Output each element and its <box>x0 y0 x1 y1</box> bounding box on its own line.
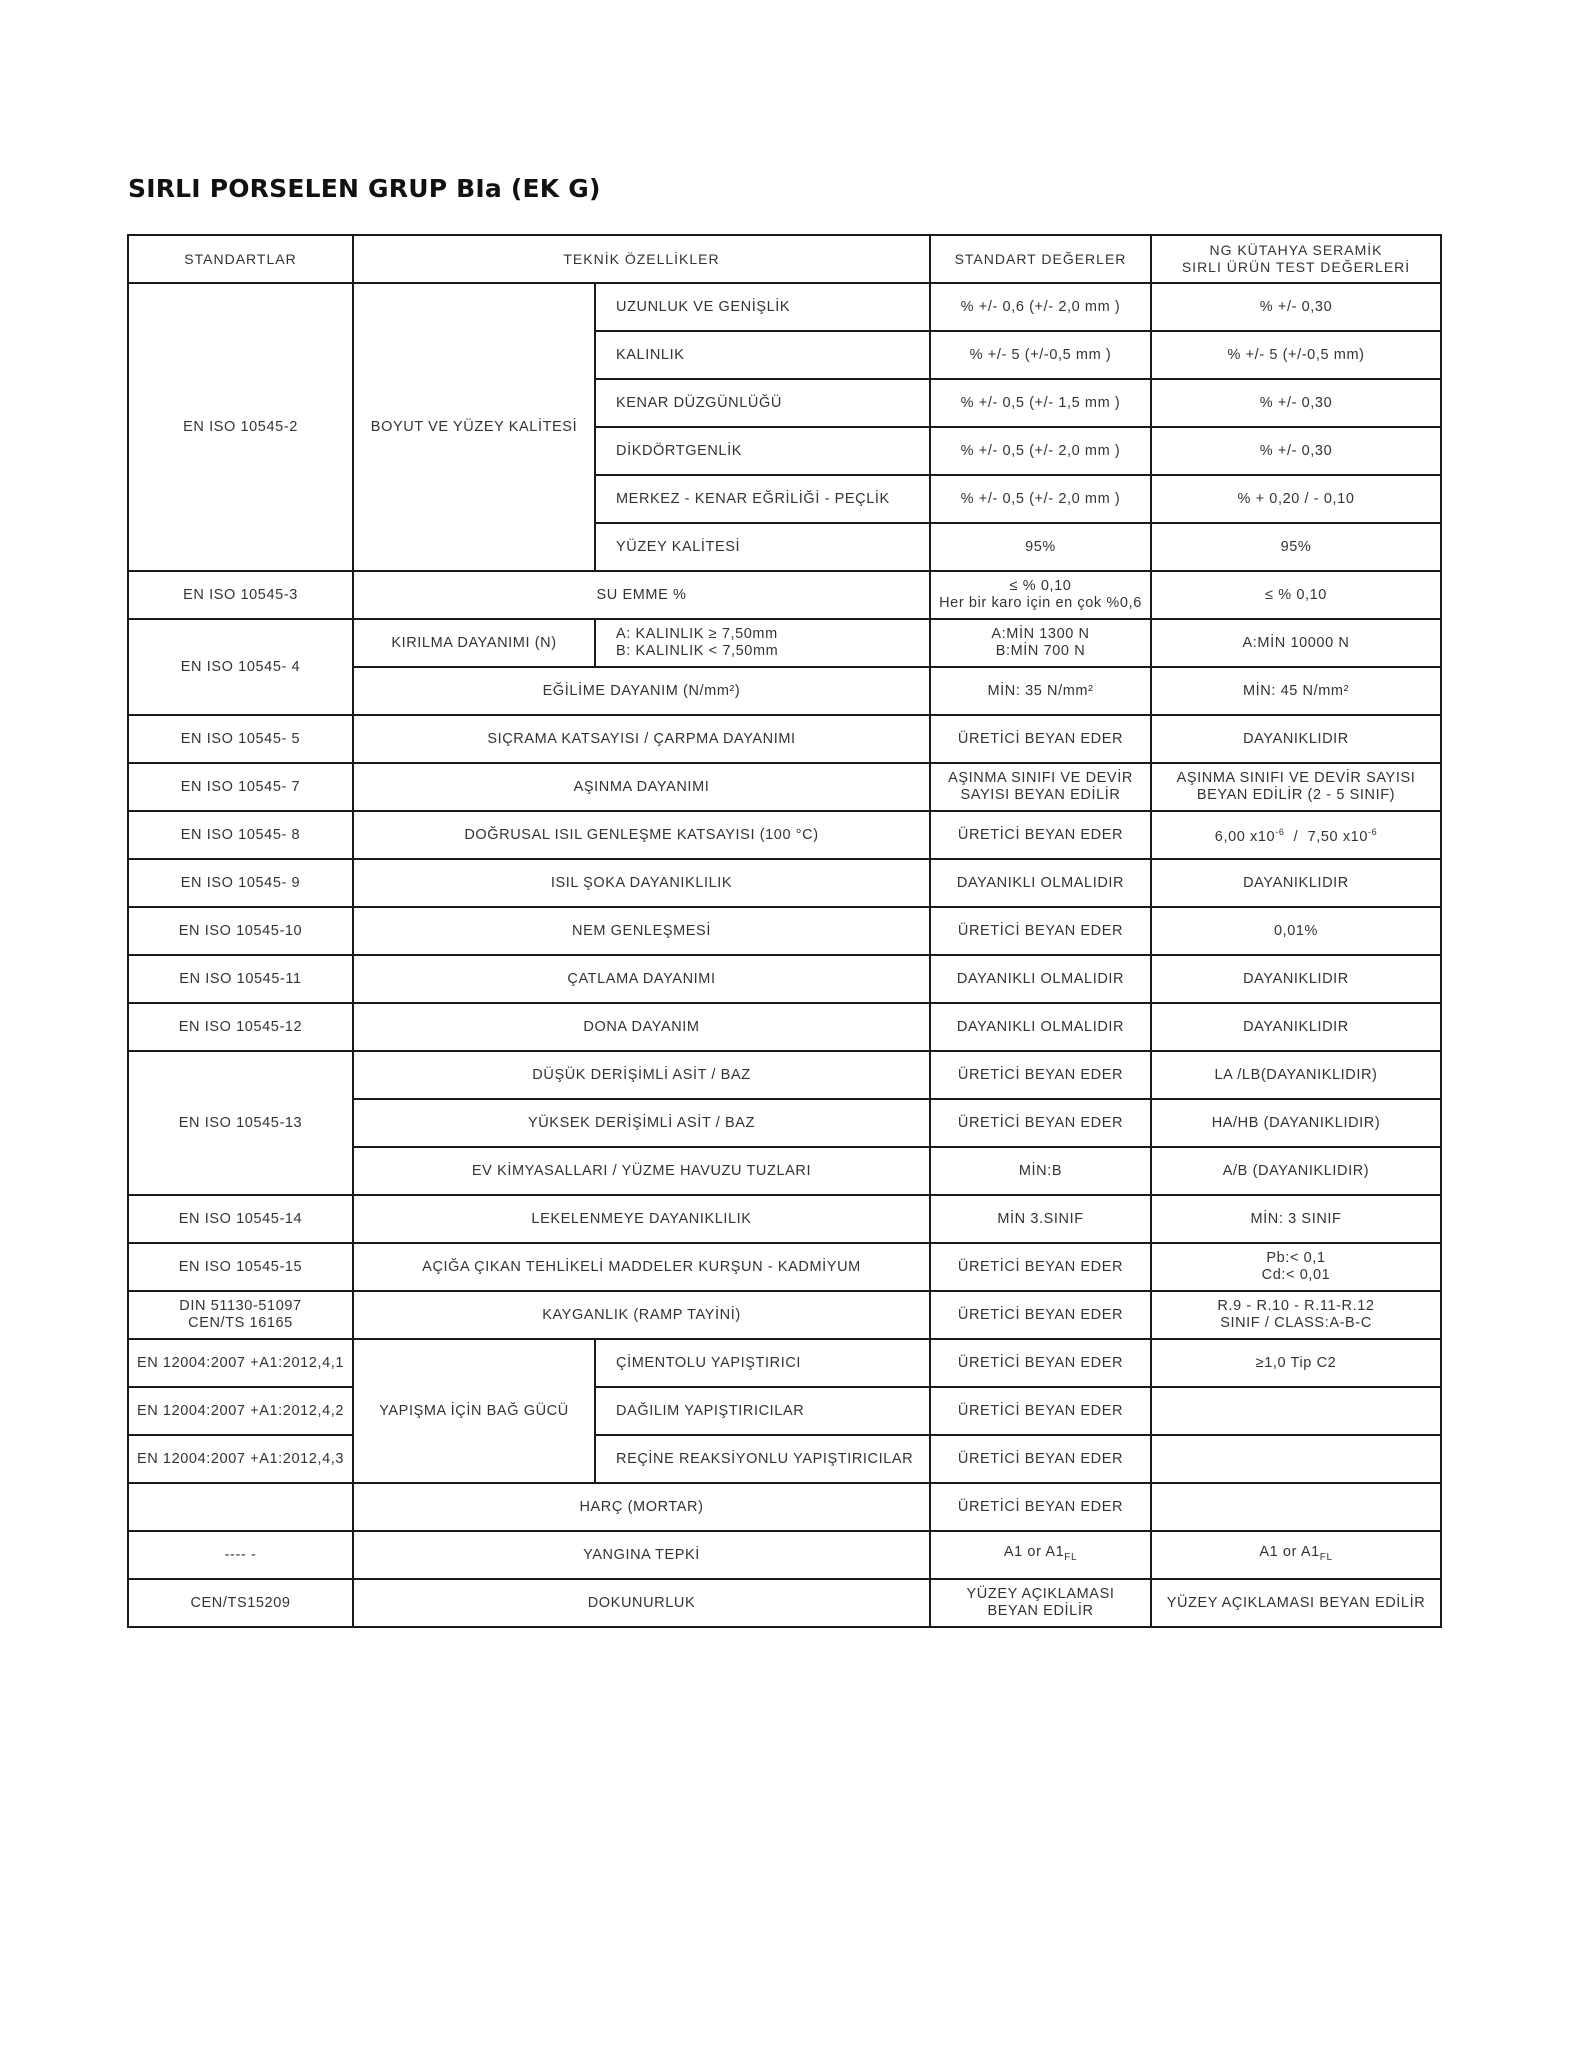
property-cell: KALINLIK <box>595 331 930 379</box>
thickness-line: B: KALINLIK < 7,50mm <box>616 643 779 659</box>
test-value-cell <box>1151 1483 1441 1531</box>
standard-cell: EN ISO 10545- 9 <box>128 859 353 907</box>
property-cell: ÇATLAMA DAYANIMI <box>353 955 930 1003</box>
standard-value-cell <box>930 571 1151 619</box>
specification-table <box>127 234 1442 1628</box>
fire-class-subscript: FL <box>1319 1551 1333 1563</box>
standard-cell: EN ISO 10545-13 <box>128 1051 353 1195</box>
property-cell: DİKDÖRTGENLİK <box>595 427 930 475</box>
test-value-cell <box>1151 1243 1441 1291</box>
property-cell: AÇIĞA ÇIKAN TEHLİKELİ MADDELER KURŞUN - KADMİYUM <box>353 1243 930 1291</box>
standard-value-cell: ÜRETİCİ BEYAN EDER <box>930 1339 1151 1387</box>
test-value-line: R.9 - R.10 - R.11-R.12 <box>1217 1298 1375 1314</box>
category-cell: BOYUT VE YÜZEY KALİTESİ <box>353 283 595 571</box>
standard-cell: EN ISO 10545-15 <box>128 1243 353 1291</box>
property-cell: YANGINA TEPKİ <box>353 1531 930 1579</box>
property-cell: DÜŞÜK DERİŞİMLİ ASİT / BAZ <box>353 1051 930 1099</box>
test-value-cell: HA/HB (DAYANIKLIDIR) <box>1151 1099 1441 1147</box>
standard-cell: EN ISO 10545- 4 <box>128 619 353 715</box>
standard-value-cell: DAYANIKLI OLMALIDIR <box>930 1003 1151 1051</box>
standard-cell: EN ISO 10545-14 <box>128 1195 353 1243</box>
standard-value-cell: MİN:B <box>930 1147 1151 1195</box>
test-value-cell <box>1151 1387 1441 1435</box>
standard-value-cell: % +/- 0,6 (+/- 2,0 mm ) <box>930 283 1151 331</box>
standard-value-cell: % +/- 0,5 (+/- 2,0 mm ) <box>930 427 1151 475</box>
standard-value-cell <box>930 1579 1151 1627</box>
property-cell: SIÇRAMA KATSAYISI / ÇARPMA DAYANIMI <box>353 715 930 763</box>
table-row <box>128 571 1441 619</box>
expansion-value: 6,00 x10 <box>1214 828 1276 845</box>
header-test-values-line1: NG KÜTAHYA SERAMİK <box>1209 242 1383 258</box>
property-cell: HARÇ (MORTAR) <box>353 1483 930 1531</box>
standard-value-cell: ÜRETİCİ BEYAN EDER <box>930 907 1151 955</box>
test-value-cell: 0,01% <box>1151 907 1441 955</box>
standard-value-cell: ÜRETİCİ BEYAN EDER <box>930 1435 1151 1483</box>
test-value-cell: A/B (DAYANIKLIDIR) <box>1151 1147 1441 1195</box>
property-cell: YÜKSEK DERİŞİMLİ ASİT / BAZ <box>353 1099 930 1147</box>
fire-class: A1 or A1 <box>1003 1544 1065 1561</box>
test-value-line: SINIF / CLASS:A-B-C <box>1220 1315 1372 1331</box>
thickness-cell <box>595 619 930 667</box>
property-cell: DONA DAYANIM <box>353 1003 930 1051</box>
header-test-values <box>1151 235 1441 283</box>
fire-class-subscript: FL <box>1064 1551 1078 1563</box>
standard-cell: EN ISO 10545- 7 <box>128 763 353 811</box>
property-cell: NEM GENLEŞMESİ <box>353 907 930 955</box>
table-row <box>128 1003 1441 1051</box>
table-row <box>128 1483 1441 1531</box>
header-test-values-line2: SIRLI ÜRÜN TEST DEĞERLERİ <box>1181 259 1411 275</box>
property-cell: KAYGANLIK (RAMP TAYİNİ) <box>353 1291 930 1339</box>
test-value-cell: YÜZEY AÇIKLAMASI BEYAN EDİLİR <box>1151 1579 1441 1627</box>
expansion-value: / 7,50 x10 <box>1284 828 1368 845</box>
standard-value-cell: ÜRETİCİ BEYAN EDER <box>930 1243 1151 1291</box>
property-cell: MERKEZ - KENAR EĞRİLİĞİ - PEÇLİK <box>595 475 930 523</box>
standard-cell: EN 12004:2007 +A1:2012,4,3 <box>128 1435 353 1483</box>
standard-value-cell: ÜRETİCİ BEYAN EDER <box>930 811 1151 859</box>
test-value-cell <box>1151 1291 1441 1339</box>
standard-value-cell: AŞINMA SINIFI VE DEVİR SAYISI BEYAN EDİLİR <box>930 763 1151 811</box>
test-value-cell: DAYANIKLIDIR <box>1151 715 1441 763</box>
test-value-cell: % +/- 0,30 <box>1151 379 1441 427</box>
test-value-cell: % + 0,20 / - 0,10 <box>1151 475 1441 523</box>
standard-line: DIN 51130-51097 <box>179 1298 302 1314</box>
table-row <box>128 1531 1441 1579</box>
test-value-cell: % +/- 5 (+/-0,5 mm) <box>1151 331 1441 379</box>
property-cell: KENAR DÜZGÜNLÜĞÜ <box>595 379 930 427</box>
property-cell: ÇİMENTOLU YAPIŞTIRICI <box>595 1339 930 1387</box>
table-row <box>128 907 1441 955</box>
category-cell: YAPIŞMA İÇİN BAĞ GÜCÜ <box>353 1339 595 1483</box>
standard-value-cell: ÜRETİCİ BEYAN EDER <box>930 1051 1151 1099</box>
standard-value-cell: MİN 3.SINIF <box>930 1195 1151 1243</box>
property-cell: EV KİMYASALLARI / YÜZME HAVUZU TUZLARI <box>353 1147 930 1195</box>
property-cell: YÜZEY KALİTESİ <box>595 523 930 571</box>
standard-cell: EN 12004:2007 +A1:2012,4,2 <box>128 1387 353 1435</box>
standard-cell: CEN/TS15209 <box>128 1579 353 1627</box>
header-standard-values: STANDART DEĞERLER <box>930 235 1151 283</box>
standard-value-cell <box>930 1531 1151 1579</box>
test-value-cell: ≤ % 0,10 <box>1151 571 1441 619</box>
standard-cell: EN ISO 10545-12 <box>128 1003 353 1051</box>
header-row <box>128 235 1441 283</box>
standard-cell <box>128 1291 353 1339</box>
bending-label-cell: EĞİLİME DAYANIM (N/mm²) <box>353 667 930 715</box>
standard-cell: EN 12004:2007 +A1:2012,4,1 <box>128 1339 353 1387</box>
standard-value-line: A:MİN 1300 N <box>991 626 1090 642</box>
standard-value-cell: MİN: 35 N/mm² <box>930 667 1151 715</box>
expansion-exponent: -6 <box>1368 827 1378 838</box>
standard-cell: ---- - <box>128 1531 353 1579</box>
standard-cell: EN ISO 10545- 5 <box>128 715 353 763</box>
standard-cell: EN ISO 10545-2 <box>128 283 353 571</box>
standard-value-cell: % +/- 5 (+/-0,5 mm ) <box>930 331 1151 379</box>
property-cell: DOKUNURLUK <box>353 1579 930 1627</box>
test-value-cell: DAYANIKLIDIR <box>1151 1003 1441 1051</box>
page-title: SIRLI PORSELEN GRUP BIa (EK G) <box>128 174 601 203</box>
standard-cell: EN ISO 10545-11 <box>128 955 353 1003</box>
expansion-exponent: -6 <box>1275 827 1285 838</box>
table-row <box>128 1291 1441 1339</box>
test-value-cell: 95% <box>1151 523 1441 571</box>
table-row <box>128 1339 1441 1387</box>
standard-value-cell: % +/- 0,5 (+/- 2,0 mm ) <box>930 475 1151 523</box>
test-value-cell: MİN: 45 N/mm² <box>1151 667 1441 715</box>
table-row <box>128 1051 1441 1099</box>
thickness-line: A: KALINLIK ≥ 7,50mm <box>616 626 778 642</box>
standard-value-cell: DAYANIKLI OLMALIDIR <box>930 955 1151 1003</box>
property-cell: REÇİNE REAKSİYONLU YAPIŞTIRICILAR <box>595 1435 930 1483</box>
standard-cell: EN ISO 10545-3 <box>128 571 353 619</box>
standard-value-line: ≤ % 0,10 <box>1009 578 1072 594</box>
table-row <box>128 619 1441 667</box>
test-value-cell: AŞINMA SINIFI VE DEVİR SAYISI BEYAN EDİLİR (2 - 5 SINIF) <box>1151 763 1441 811</box>
test-value-cell: % +/- 0,30 <box>1151 427 1441 475</box>
property-cell: UZUNLUK VE GENİŞLİK <box>595 283 930 331</box>
test-value-cell: DAYANIKLIDIR <box>1151 955 1441 1003</box>
table-row <box>128 1195 1441 1243</box>
table-row <box>128 1243 1441 1291</box>
breaking-label-cell: KIRILMA DAYANIMI (N) <box>353 619 595 667</box>
test-value-line: Pb:< 0,1 <box>1266 1250 1326 1266</box>
table-row <box>128 859 1441 907</box>
standard-value-line: Her bir karo için en çok %0,6 <box>939 595 1142 611</box>
standard-value-cell: ÜRETİCİ BEYAN EDER <box>930 1099 1151 1147</box>
table-row <box>128 811 1441 859</box>
standard-cell: EN ISO 10545- 8 <box>128 811 353 859</box>
standard-value-cell: ÜRETİCİ BEYAN EDER <box>930 1483 1151 1531</box>
test-value-cell <box>1151 811 1441 859</box>
standard-value-line: YÜZEY AÇIKLAMASI <box>966 1586 1115 1602</box>
property-cell: AŞINMA DAYANIMI <box>353 763 930 811</box>
property-cell: DOĞRUSAL ISIL GENLEŞME KATSAYISI (100 °C) <box>353 811 930 859</box>
fire-class: A1 or A1 <box>1259 1544 1320 1561</box>
test-value-cell: MİN: 3 SINIF <box>1151 1195 1441 1243</box>
standard-value-cell <box>930 619 1151 667</box>
test-value-line: Cd:< 0,01 <box>1261 1267 1331 1283</box>
property-cell: ISIL ŞOKA DAYANIKLILIK <box>353 859 930 907</box>
table-row <box>128 1579 1441 1627</box>
test-value-cell <box>1151 1531 1441 1579</box>
header-standards: STANDARTLAR <box>128 235 353 283</box>
standard-value-line: BEYAN EDİLİR <box>987 1603 1094 1619</box>
table-row <box>128 1387 1441 1435</box>
standard-value-line: B:MİN 700 N <box>995 643 1086 659</box>
test-value-cell <box>1151 1435 1441 1483</box>
test-value-cell: DAYANIKLIDIR <box>1151 859 1441 907</box>
property-cell: SU EMME % <box>353 571 930 619</box>
test-value-cell: % +/- 0,30 <box>1151 283 1441 331</box>
property-cell: DAĞILIM YAPIŞTIRICILAR <box>595 1387 930 1435</box>
standard-cell: EN ISO 10545-10 <box>128 907 353 955</box>
property-cell: LEKELENMEYE DAYANIKLILIK <box>353 1195 930 1243</box>
test-value-cell: ≥1,0 Tip C2 <box>1151 1339 1441 1387</box>
table-row <box>128 955 1441 1003</box>
header-properties: TEKNİK ÖZELLİKLER <box>353 235 930 283</box>
standard-value-cell: 95% <box>930 523 1151 571</box>
standard-value-cell: ÜRETİCİ BEYAN EDER <box>930 1291 1151 1339</box>
table-row <box>128 1435 1441 1483</box>
standard-value-cell: ÜRETİCİ BEYAN EDER <box>930 715 1151 763</box>
standard-value-cell: DAYANIKLI OLMALIDIR <box>930 859 1151 907</box>
table-row <box>128 283 1441 331</box>
standard-value-cell: % +/- 0,5 (+/- 1,5 mm ) <box>930 379 1151 427</box>
table-row <box>128 763 1441 811</box>
test-value-cell: LA /LB(DAYANIKLIDIR) <box>1151 1051 1441 1099</box>
standard-line: CEN/TS 16165 <box>188 1315 293 1331</box>
standard-cell <box>128 1483 353 1531</box>
standard-value-cell: ÜRETİCİ BEYAN EDER <box>930 1387 1151 1435</box>
test-value-cell: A:MİN 10000 N <box>1151 619 1441 667</box>
table-row <box>128 715 1441 763</box>
